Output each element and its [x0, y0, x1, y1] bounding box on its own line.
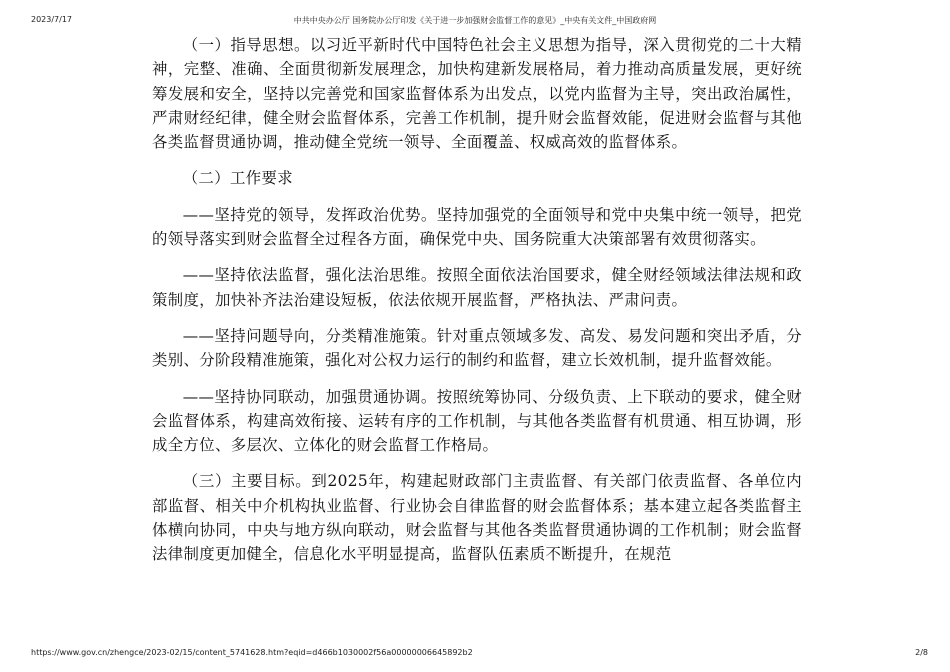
- page-title: 中共中央办公厅 国务院办公厅印发《关于进一步加强财会监督工作的意见》_中央有关文件_中国政府网: [293, 16, 657, 25]
- paragraph-guiding-ideology: （一）指导思想。以习近平新时代中国特色社会主义思想为指导，深入贯彻党的二十大精神，完整、准确、全面贯彻新发展理念，加快构建新发展格局，着力推动高质量发展，更好统筹发展和安全，坚持以完善党和国家监督体系为出发点，以党内监督为主导，突出政治属性，严肃财经纪律，健全财会监督体系，完善工作机制，提升财会监督效能，促进财会监督与其他各类监督贯通协调，推动健全党统一领导、全面覆盖、权威高效的监督体系。: [152, 36, 802, 152]
- page-url: https://www.gov.cn/zhengce/2023-02/15/content_5741628.htm?eqid=d466b1030002f56a00000006645892b2: [31, 648, 473, 657]
- print-date: 2023/7/17: [31, 15, 73, 24]
- article-body: [152, 33, 802, 579]
- paragraph-problem-oriented: ——坚持问题导向，分类精准施策。针对重点领域多发、高发、易发问题和突出矛盾，分类别、分阶段精准施策，强化对公权力运行的制约和监督，建立长效机制，提升监督效能。: [152, 326, 802, 370]
- paragraph-party-leadership: ——坚持党的领导，发挥政治优势。坚持加强党的全面领导和党中央集中统一领导，把党的领导落实到财会监督全过程各方面，确保党中央、国务院重大决策部署有效贯彻落实。: [152, 205, 802, 249]
- heading-work-requirements: （二）工作要求: [182, 169, 293, 188]
- page-number: 2/8: [915, 648, 928, 657]
- paragraph-lawful-supervision: ——坚持依法监督，强化法治思维。按照全面依法治国要求，健全财经领域法律法规和政策制度，加快补齐法治建设短板，依法依规开展监督，严格执法、严肃问责。: [152, 266, 802, 309]
- paragraph-coordination: ——坚持协同联动，加强贯通协调。按照统筹协同、分级负责、上下联动的要求，健全财会监督体系，构建高效衔接、运转有序的工作机制，与其他各类监督有机贯通、相互协调，形成全方位、多层次、立体化的财会监督工作格局。: [152, 387, 802, 455]
- paragraph-main-goals: （三）主要目标。到2025年，构建起财政部门主责监督、有关部门依责监督、各单位内部监督、相关中介机构执业监督、行业协会自律监督的财会监督体系；基本建立起各类监督主体横向协同，中央与地方纵向联动，财会监督与其他各类监督贯通协调的工作机制；财会监督法律制度更加健全，信息化水平明显提高，监督队伍素质不断提升，在规范: [152, 472, 802, 564]
